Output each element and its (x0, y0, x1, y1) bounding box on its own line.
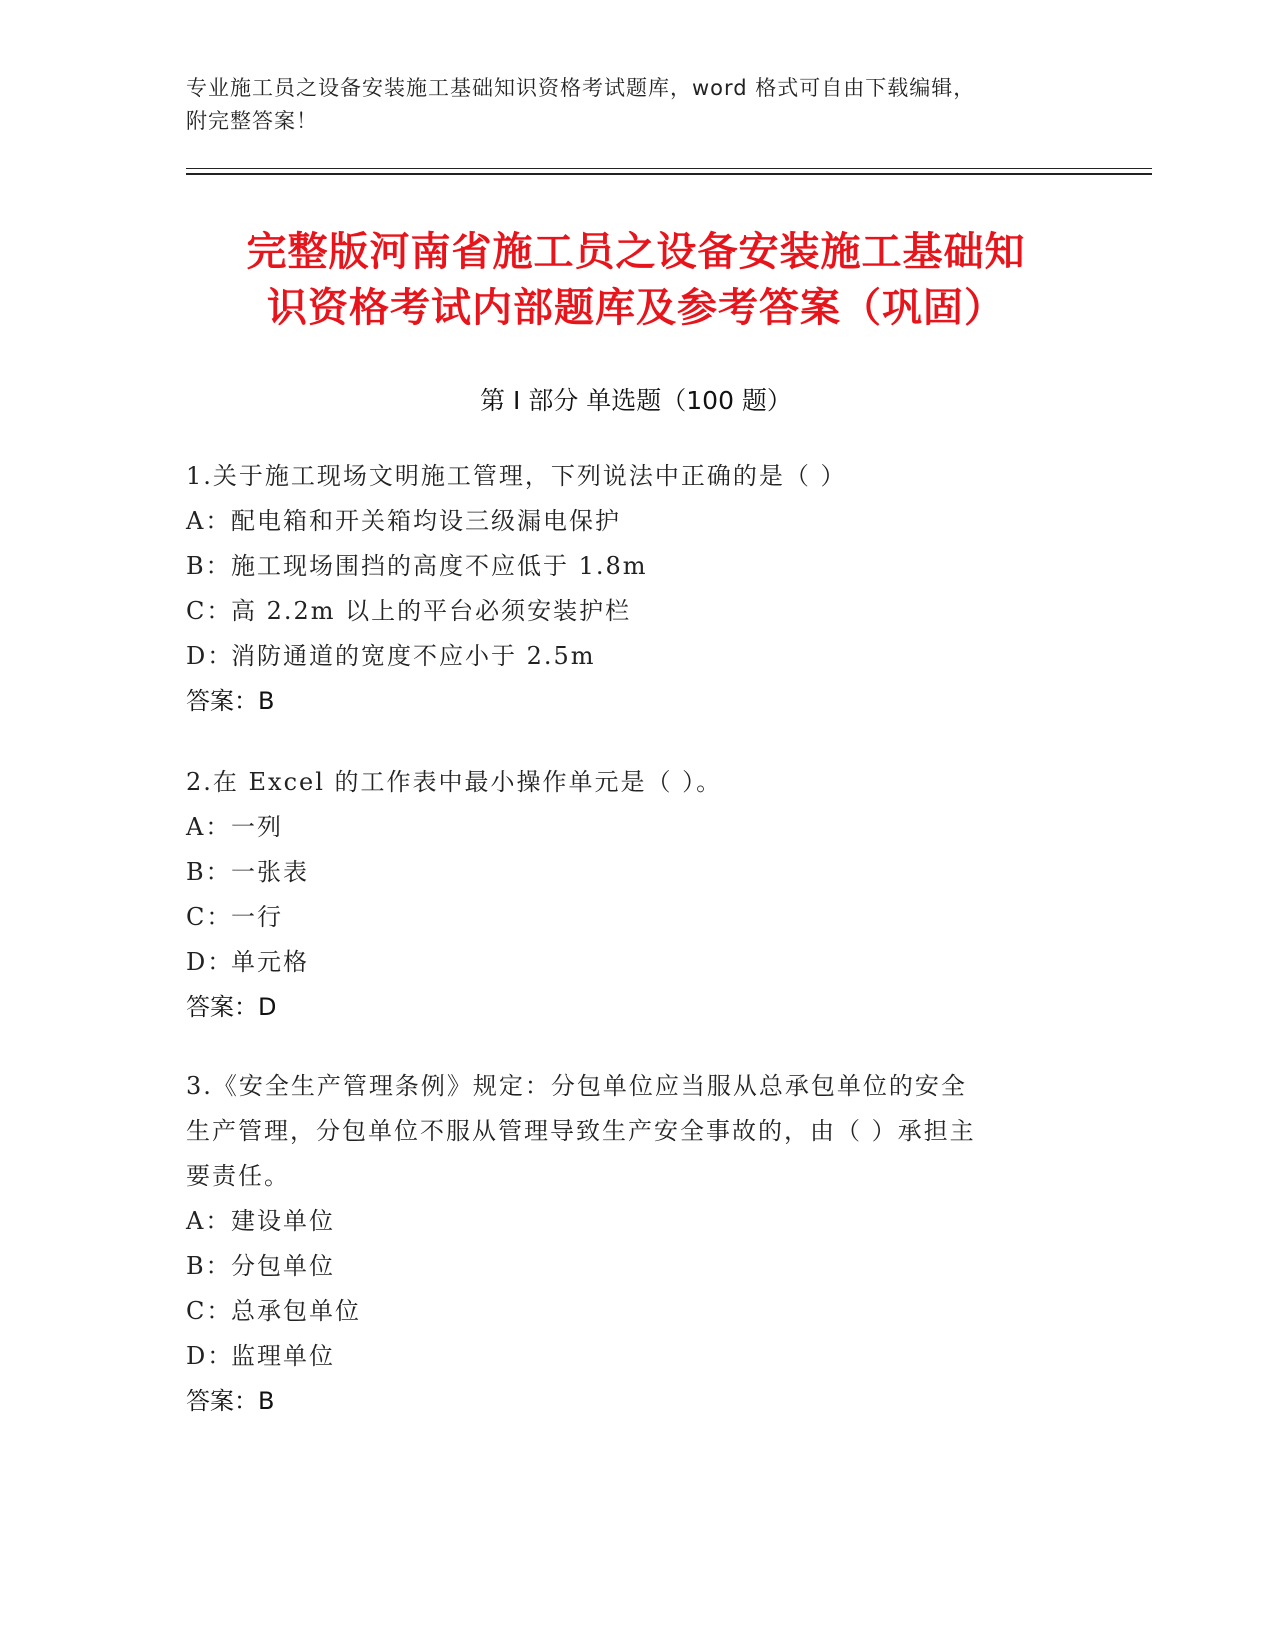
question-stem: 1.关于施工现场文明施工管理，下列说法中正确的是（ ） (186, 462, 847, 490)
document-title-line-2: 识资格考试内部题库及参考答案（巩固） (267, 285, 1005, 331)
option-text: 配电箱和开关箱均设三级漏电保护 (231, 507, 621, 535)
question-1 (186, 454, 1086, 724)
question-stem-line-3: 要责任。 (186, 1162, 290, 1190)
option-text: 一列 (231, 813, 283, 841)
section-heading: 第 I 部分 单选题（100 题） (480, 386, 792, 415)
answer: 答案：B (186, 687, 275, 715)
option-b (186, 544, 1086, 589)
question-2 (186, 760, 1086, 1030)
option-text: 建设单位 (231, 1207, 335, 1235)
option-text: 监理单位 (231, 1342, 335, 1370)
option-letter: D： (186, 1342, 234, 1370)
option-letter: B： (186, 858, 232, 886)
option-d (186, 634, 1086, 679)
document-title (186, 224, 1086, 336)
option-d (186, 1334, 1086, 1379)
option-text: 单元格 (231, 948, 309, 976)
option-letter: C： (186, 1297, 233, 1325)
option-text: 施工现场围挡的高度不应低于 1.8m (231, 552, 648, 580)
question-stem: 2.在 Excel 的工作表中最小操作单元是（ ）。 (186, 768, 723, 796)
option-letter: C： (186, 597, 233, 625)
header-note-line-1: 专业施工员之设备安装施工基础知识资格考试题库，word 格式可自由下载编辑， (186, 76, 976, 100)
option-a (186, 1199, 1086, 1244)
header-divider-bottom (186, 173, 1152, 175)
option-text: 一行 (231, 903, 283, 931)
option-text: 高 2.2m 以上的平台必须安装护栏 (231, 597, 632, 625)
option-text: 消防通道的宽度不应小于 2.5m (231, 642, 596, 670)
document-title-line-1: 完整版河南省施工员之设备安装施工基础知 (246, 229, 1026, 275)
option-c (186, 1289, 1086, 1334)
header-note (186, 72, 1066, 138)
question-stem-line-2: 生产管理，分包单位不服从管理导致生产安全事故的，由（ ）承担主 (186, 1117, 976, 1145)
option-letter: A： (186, 813, 232, 841)
option-letter: C： (186, 903, 233, 931)
option-letter: D： (186, 642, 234, 670)
answer: 答案：D (186, 993, 277, 1021)
header-note-line-2: 附完整答案！ (186, 109, 318, 133)
question-3 (186, 1064, 1086, 1424)
option-letter: B： (186, 1252, 232, 1280)
option-c (186, 895, 1086, 940)
option-a (186, 805, 1086, 850)
option-letter: A： (186, 1207, 232, 1235)
option-text: 总承包单位 (231, 1297, 361, 1325)
option-d (186, 940, 1086, 985)
option-b (186, 1244, 1086, 1289)
option-text: 一张表 (231, 858, 309, 886)
header-divider-top (186, 168, 1152, 169)
option-c (186, 589, 1086, 634)
option-letter: B： (186, 552, 232, 580)
option-text: 分包单位 (231, 1252, 335, 1280)
option-b (186, 850, 1086, 895)
option-letter: A： (186, 507, 232, 535)
option-letter: D： (186, 948, 234, 976)
question-stem-line-1: 3.《安全生产管理条例》规定：分包单位应当服从总承包单位的安全 (186, 1072, 967, 1100)
option-a (186, 499, 1086, 544)
answer: 答案：B (186, 1387, 275, 1415)
